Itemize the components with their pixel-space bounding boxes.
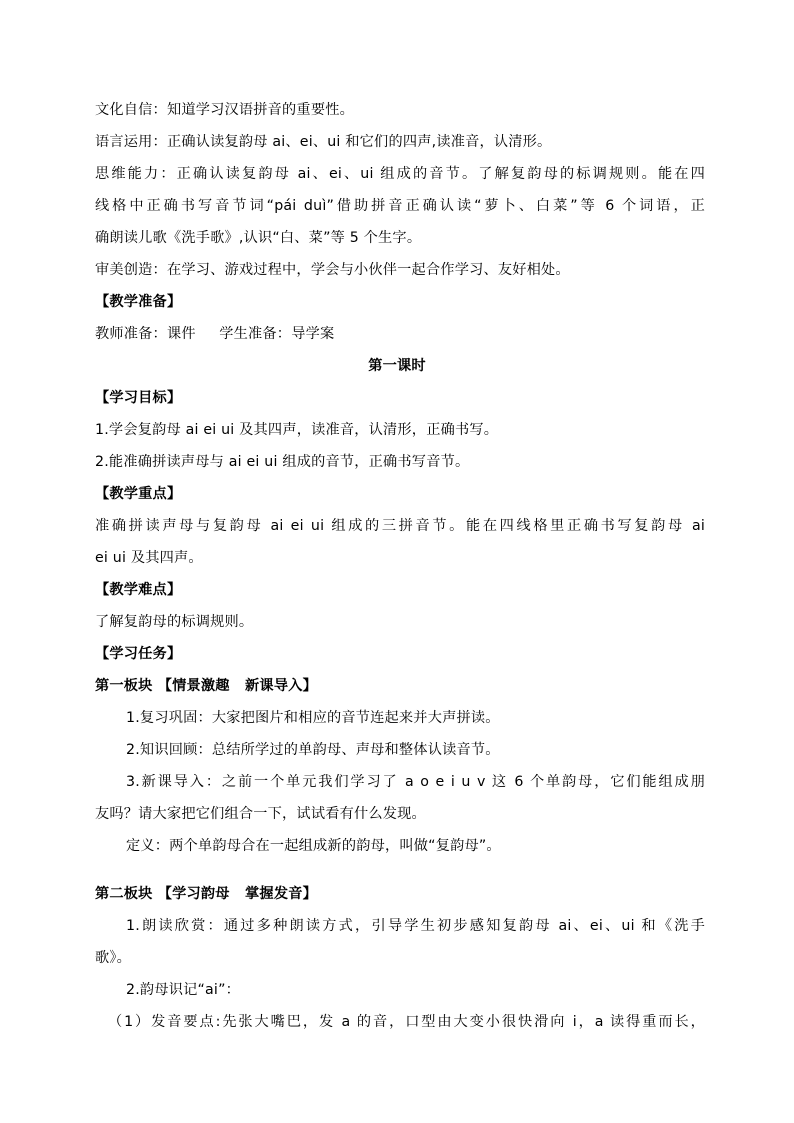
preparation-heading: 【教学准备】: [95, 294, 182, 310]
difficulties-heading: 【教学难点】: [95, 582, 182, 598]
key-points-heading: 【教学重点】: [95, 486, 182, 502]
block1-item-3-line2: 友吗？请大家把它们组合一下，试试看有什么发现。: [95, 806, 426, 822]
tasks-heading: 【学习任务】: [95, 646, 182, 662]
difficulties-text: 了解复韵母的标调规则。: [95, 614, 254, 630]
goal-aesthetic: 审美创造：在学习、游戏过程中，学会与小伙伴一起合作学习、友好相处。: [95, 262, 570, 278]
objective-item-2: 2.能准确拼读声母与 ai ei ui 组成的音节，正确书写音节。: [95, 454, 470, 470]
block1-item-3-line1: 3.新课导入：之前一个单元我们学习了 a o e i u v 这 6 个单韵母，它们能组成朋: [126, 774, 705, 790]
block1-definition: 定义：两个单韵母合在一起组成新的韵母，叫做“复韵母”。: [126, 838, 501, 854]
goal-thinking-line2: 线格中正确书写音节词“pái duì”借助拼音正确认读“萝卜、白菜”等 6 个词语，正: [95, 198, 705, 214]
goal-language: 语言运用：正确认读复韵母 ai、ei、ui 和它们的四声,读准音，认清形。: [95, 134, 552, 150]
goal-culture: 文化自信：知道学习汉语拼音的重要性。: [95, 102, 354, 118]
block2-item-1-line2: 歌》。: [95, 950, 132, 966]
key-points-line1: 准确拼读声母与复韵母 ai ei ui 组成的三拼音节。能在四线格里正确书写复韵母 ai: [95, 518, 705, 534]
objectives-heading: 【学习目标】: [95, 390, 182, 406]
block2-item-1-line1: 1.朗读欣赏：通过多种朗读方式，引导学生初步感知复韵母 ai、ei、ui 和《洗手: [126, 918, 705, 934]
block2-title: 第二板块 【学习韵母 掌握发音】: [95, 886, 317, 902]
preparation-text: 教师准备：课件 学生准备：导学案: [95, 326, 335, 342]
block1-item-1: 1.复习巩固：大家把图片和相应的音节连起来并大声拼读。: [126, 710, 500, 726]
goal-thinking-line3: 确朗读儿歌《洗手歌》,认识“白、菜”等 5 个生字。: [95, 230, 422, 246]
key-points-line2: ei ui 及其四声。: [95, 550, 203, 566]
block1-item-2: 2.知识回顾：总结所学过的单韵母、声母和整体认读音节。: [126, 742, 500, 758]
lesson-title: 第一课时: [368, 358, 426, 374]
goal-thinking-line1: 思维能力：正确认读复韵母 ai、ei、ui 组成的音节。了解复韵母的标调规则。能在四: [95, 166, 705, 182]
block1-title: 第一板块 【情景激趣 新课导入】: [95, 678, 317, 694]
objective-item-1: 1.学会复韵母 ai ei ui 及其四声，读准音，认清形，正确书写。: [95, 422, 499, 438]
block2-sub-1: （1）发音要点:先张大嘴巴，发 a 的音，口型由大变小很快滑向 i，a 读得重而长，: [108, 1014, 705, 1030]
block2-item-2: 2.韵母识记“ai”：: [126, 982, 241, 998]
